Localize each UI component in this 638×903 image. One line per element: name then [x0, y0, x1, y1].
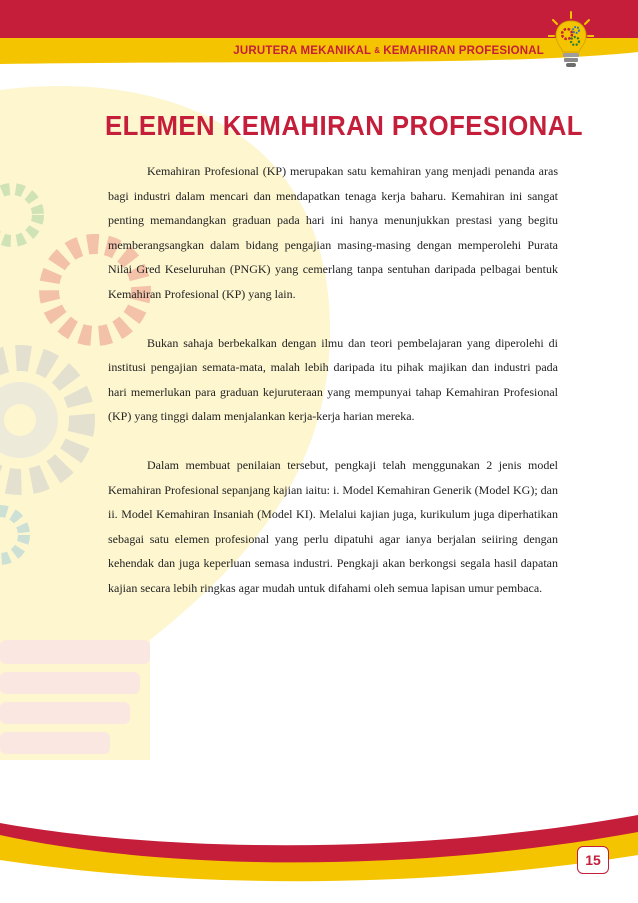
- page-number: 15: [585, 852, 601, 868]
- running-head-right: KEMAHIRAN PROFESIONAL: [383, 45, 544, 57]
- running-head-left: JURUTERA MEKANIKAL: [233, 45, 372, 57]
- page-title: ELEMEN KEMAHIRAN PROFESIONAL: [105, 110, 584, 141]
- running-head: [233, 45, 544, 57]
- paragraph-1: Kemahiran Profesional (KP) merupakan satu kemahiran yang menjadi penanda aras bagi industri dalam mencari dan mendapatkan tenaga kerja baharu. Kemahiran ini sangat penting memandangkan graduan pada hari ini hanya menunjukkan prestasi yang begitu memberangsangkan dalam bidang pengajian masing-masing dengan memperolehi Purata Nilai Gred Keseluruhan (PNGK) yang cemerlang tanpa sentuhan daripada pelbagai bentuk Kemahiran Profesional (KP) yang lain.: [108, 164, 558, 301]
- body-text: [108, 159, 558, 625]
- paragraph-2: Bukan sahaja berbekalkan dengan ilmu dan teori pembelajaran yang diperolehi di institusi pengajian semata-mata, malah lebih daripada itu pihak majikan dan industri pada hari memerlukan para graduan kejuruteraan yang mempunyai tahap Kemahiran Profesional (KP) yang tinggi dalam menjalankan kerja-kerja harian mereka.: [108, 335, 558, 423]
- paragraph-3: Dalam membuat penilaian tersebut, pengkaji telah menggunakan 2 jenis model Kemahiran Profesional sepanjang kajian iaitu: i. Model Kemahiran Generik (Model KG); dan ii. Model Kemahiran Insaniah (Model KI). Melalui kajian juga, kurikulum juga diperhatikan sebagai satu elemen profesional yang perlu dipatuhi agar ianya berjalan seiiring dengan kehendak dan juga keperluan semasa industri. Pengkaji akan berkongsi segala hasil dapatan kajian secara lebih ringkas agar mudah untuk difahami oleh semua lapisan umur pembaca.: [108, 458, 558, 595]
- running-head-amp: &: [374, 46, 381, 55]
- page-number-badge: [577, 846, 609, 874]
- header-bar: [0, 0, 638, 38]
- lightbulb-gears-icon: [548, 10, 594, 70]
